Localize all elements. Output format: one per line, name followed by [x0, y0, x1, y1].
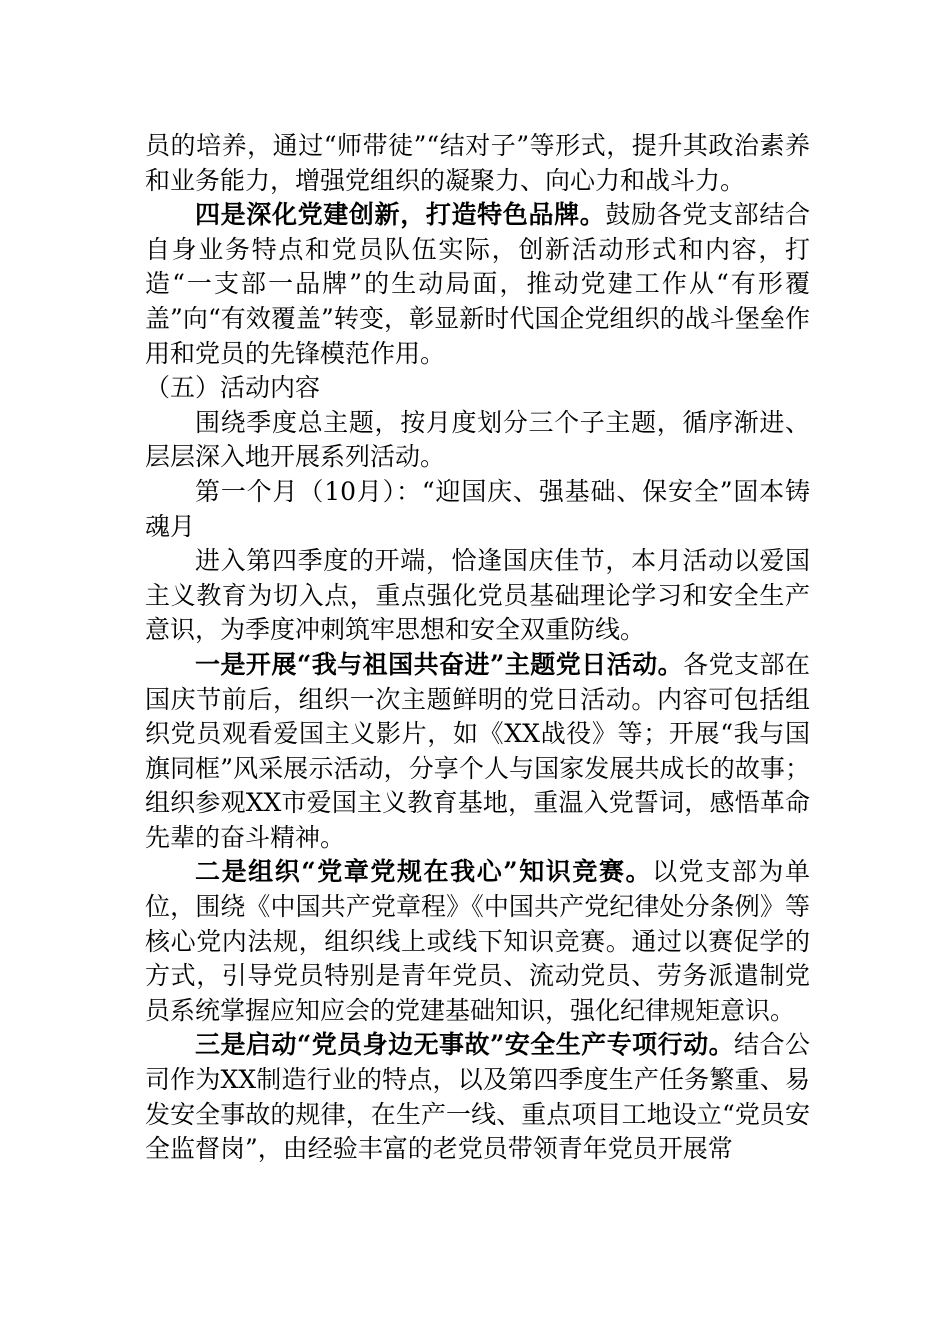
paragraph-text: 围绕季度总主题，按月度划分三个子主题，循序渐进、层层深入地开展系列活动。 [145, 407, 810, 472]
paragraph-text: 各党支部在国庆节前后，组织一次主题鲜明的党日活动。内容可包括组织党员观看爱国主义影片，如《XX战役》等；开展“我与国旗同框”风采展示活动，分享个人与国家发展共成长的故事；组织参观XX市爱国主义教育基地，重温入党誓词，感悟革命先辈的奋斗精神。 [145, 649, 810, 852]
paragraph-month-intro [145, 544, 810, 648]
month-heading-text: 第一个月（10月）：“迎国庆、强基础、保安全”固本铸魂月 [145, 476, 811, 541]
paragraph-text: 结合公司作为XX制造行业的特点，以及第四季度生产任务繁重、易发安全事故的规律，在生产一线、重点项目工地设立“党员安全监督岗”，由经验丰富的老党员带领青年党员开展常 [145, 1030, 810, 1164]
paragraph-safety-action [145, 1028, 810, 1166]
paragraph-text: 员的培养，通过“师带徒”“结对子”等形式，提升其政治素养和业务能力，增强党组织的凝聚力、向心力和战斗力。 [145, 131, 810, 195]
paragraph-text: 进入第四季度的开端，恰逢国庆佳节，本月活动以爱国主义教育为切入点，重点强化党员基础理论学习和安全生产意识，为季度冲刺筑牢思想和安全双重防线。 [145, 546, 810, 645]
paragraph-text: 以党支部为单位，围绕《中国共产党章程》《中国共产党纪律处分条例》等核心党内法规，组织线上或线下知识竞赛。通过以赛促学的方式，引导党员特别是青年党员、流动党员、劳务派遣制党员系统掌握应知应会的党建基础知识，强化纪律规矩意识。 [145, 857, 810, 1025]
paragraph-lead: 二是组织“党章党规在我心”知识竞赛。 [195, 857, 653, 887]
paragraph-lead: 三是启动“党员身边无事故”安全生产专项行动。 [195, 1030, 735, 1060]
paragraph-lead: 一是开展“我与祖国共奋进”主题党日活动。 [195, 649, 684, 679]
paragraph-deepen-innovation [145, 198, 810, 371]
paragraph-text: 鼓励各党支部结合自身业务特点和党员队伍实际，创新活动形式和内容，打造“一支部一品牌”的生动局面，推动党建工作从“有形覆盖”向“有效覆盖”转变，彰显新时代国企党组织的战斗堡垒作用和党员的先锋模范作用。 [145, 200, 810, 368]
paragraph-lead: 四是深化党建创新，打造特色品牌。 [195, 200, 606, 230]
paragraph-theme-party-day [145, 648, 810, 856]
paragraph-activity-overview [145, 406, 810, 475]
paragraph-knowledge-contest [145, 855, 810, 1028]
month-heading-first-month [145, 475, 810, 544]
paragraph-continuation [145, 129, 810, 198]
section-heading-text: （五）活动内容 [145, 373, 321, 403]
section-heading-activity-content [145, 371, 810, 406]
document-body [145, 129, 810, 1167]
